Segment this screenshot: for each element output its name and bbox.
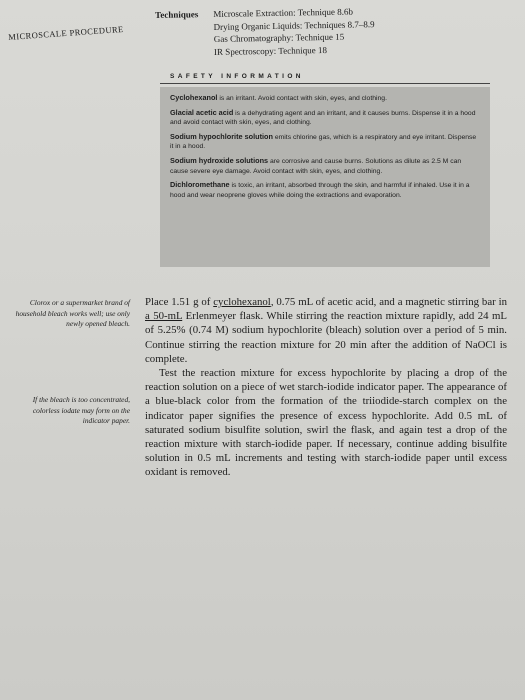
chemical-name: Sodium hypochlorite solution [170,131,273,141]
safety-item [170,180,480,200]
safety-item [170,156,480,176]
procedure-text [145,295,507,480]
technique-item: Drying Organic Liquids: Techniques 8.7–8.9 [213,18,375,32]
safety-item [170,108,480,128]
safety-text: is a dehydrating agent and an irritant, and it causes burns. Dispense it in a hood and avoid contact with skin, eyes, and clothing. [170,109,476,127]
underlined-text: cyclohexanol [213,296,271,308]
section-heading: MICROSCALE PROCEDURE [8,23,124,42]
text-run: Erlenmeyer flask. While stirring the reaction mixture rapidly, add 24 mL of 5.25% (0.74 M) sodium hypochlorite (bleach) solution over a period of 5 min. Continue stirring the reaction mixture for 20 min after the addition of NaOCl is complete. [145,310,507,365]
chemical-name: Cyclohexanol [170,93,218,102]
safety-text: emits chlorine gas, which is a respiratory and eye irritant. Dispense it in a hood. [170,133,477,151]
safety-text: is an irritant. Avoid contact with skin, eyes, and clothing. [217,95,387,102]
chemical-name: Glacial acetic acid [170,107,234,117]
safety-text: are corrosive and cause burns. Solutions as dilute as 2.5 M can cause severe eye damage. Avoid contact with skin, eyes, and clothing. [170,157,462,175]
technique-item: IR Spectroscopy: Technique 18 [213,44,328,57]
underlined-text: a 50-mL [145,310,183,323]
safety-text: is toxic, an irritant, absorbed through the skin, and harmful if inhaled. Use it in a hood and wear neoprene gloves while doing the extractions and evaporation. [170,182,470,199]
techniques-block [155,5,375,59]
text-run: , 0.75 mL of acetic acid, and a magnetic stirring bar in [270,296,508,308]
procedure-paragraph-1 [145,295,507,366]
margin-note-bleach: Clorox or a supermarket brand of household bleach works well; use only newly opened bleach. [15,298,130,328]
techniques-list [213,5,375,58]
safety-information-box [160,87,490,267]
safety-divider [160,83,490,84]
safety-item [170,93,480,104]
safety-item [170,132,480,152]
technique-item: Gas Chromatography: Technique 15 [213,31,345,44]
procedure-paragraph-2: Test the reaction mixture for excess hypochlorite by placing a drop of the reaction solution on a piece of wet starch-iodide indicator paper. The appearance of a blue-black color from the formation of the triiodide-starch complex on the indicator paper signifies the presence of excess hypochlorite. Add 0.5 mL of saturated sodium bisulfite solution, swirl the flask, and again test a drop of the reaction mixture with starch-iodide paper. If necessary, continue adding bisulfite solution in 0.5 mL increments and testing with starch-iodide paper until excess oxidant is removed. [145,367,507,479]
margin-note-iodate: If the bleach is too concentrated, colorless iodate may form on the indicator paper. [32,395,130,425]
text-run: Place 1.51 g of [145,296,214,308]
safety-title: SAFETY INFORMATION [170,73,304,80]
technique-item: Microscale Extraction: Technique 8.6b [213,6,354,19]
chemical-name: Sodium hydroxide solutions [170,155,269,165]
chemical-name: Dichloromethane [170,180,230,190]
techniques-label: Techniques [155,9,199,20]
